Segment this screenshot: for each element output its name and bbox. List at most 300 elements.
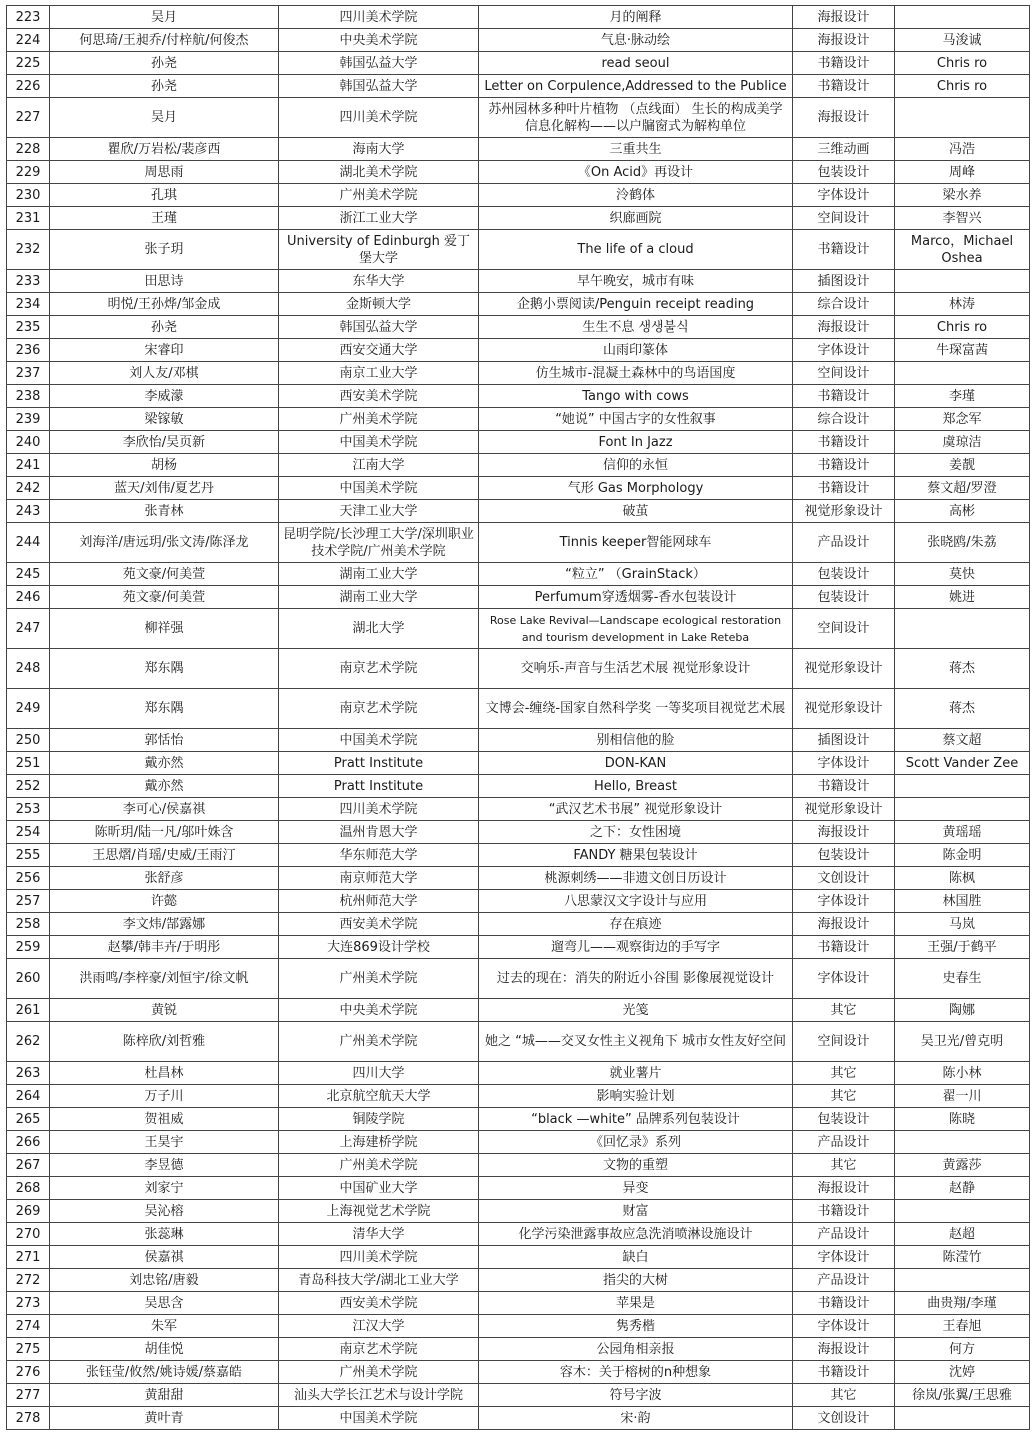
category-cell: 海报设计 [793, 913, 895, 936]
category-cell: 包装设计 [793, 563, 895, 586]
authors-cell: 何思琦/王昶乔/付梓航/何俊杰 [50, 29, 279, 52]
table-row [7, 1131, 1030, 1154]
authors-cell: 刘家宁 [50, 1177, 279, 1200]
table-row [7, 1361, 1030, 1384]
authors-cell: 张子玥 [50, 230, 279, 270]
work-title-cell: 企鹅小票阅读/Penguin receipt reading [479, 293, 793, 316]
school-cell: 中国美术学院 [279, 431, 479, 454]
school-cell: 金斯顿大学 [279, 293, 479, 316]
category-cell: 插图设计 [793, 729, 895, 752]
school-cell: 广州美术学院 [279, 1022, 479, 1062]
authors-cell: 刘忠铭/唐毅 [50, 1269, 279, 1292]
row-number: 248 [7, 649, 50, 689]
school-cell: 上海建桥学院 [279, 1131, 479, 1154]
table-row [7, 1108, 1030, 1131]
advisor-cell: 马岚 [895, 913, 1030, 936]
advisor-cell: 虞琼洁 [895, 431, 1030, 454]
table-row [7, 752, 1030, 775]
advisor-cell: 梁水养 [895, 184, 1030, 207]
school-cell: 四川美术学院 [279, 1246, 479, 1269]
category-cell: 视觉形象设计 [793, 649, 895, 689]
school-cell: 广州美术学院 [279, 184, 479, 207]
category-cell: 书籍设计 [793, 936, 895, 959]
row-number: 229 [7, 161, 50, 184]
category-cell: 书籍设计 [793, 431, 895, 454]
work-title-cell: “粒立” （GrainStack） [479, 563, 793, 586]
advisor-cell: 郑念军 [895, 408, 1030, 431]
authors-cell: 孙尧 [50, 52, 279, 75]
authors-cell: 梁镓敏 [50, 408, 279, 431]
work-title-cell: 过去的现在：消失的附近小谷围 影像展视觉设计 [479, 959, 793, 999]
row-number: 225 [7, 52, 50, 75]
school-cell: 昆明学院/长沙理工大学/深圳职业技术学院/广州美术学院 [279, 523, 479, 563]
school-cell: 江汉大学 [279, 1315, 479, 1338]
authors-cell: 黄锐 [50, 999, 279, 1022]
authors-cell: 陈昕玥/陆一凡/邬叶姝含 [50, 821, 279, 844]
table-row [7, 609, 1030, 649]
school-cell: 江南大学 [279, 454, 479, 477]
table-row [7, 293, 1030, 316]
advisor-cell [895, 1269, 1030, 1292]
authors-cell: 宋睿印 [50, 339, 279, 362]
row-number: 268 [7, 1177, 50, 1200]
advisor-cell: 李智兴 [895, 207, 1030, 230]
table-row [7, 1269, 1030, 1292]
row-number: 230 [7, 184, 50, 207]
advisor-cell: 陈小林 [895, 1062, 1030, 1085]
school-cell: 中国矿业大学 [279, 1177, 479, 1200]
work-title-cell: 就业薯片 [479, 1062, 793, 1085]
table-row [7, 523, 1030, 563]
school-cell: 西安美术学院 [279, 1292, 479, 1315]
row-number: 227 [7, 98, 50, 138]
advisor-cell: 李瑾 [895, 385, 1030, 408]
authors-cell: 李文炜/郜露娜 [50, 913, 279, 936]
authors-cell: 戴亦然 [50, 752, 279, 775]
table-row [7, 29, 1030, 52]
work-title-cell: 隽秀楷 [479, 1315, 793, 1338]
school-cell: 中国美术学院 [279, 729, 479, 752]
authors-cell: 赵攀/韩丰卉/于明彤 [50, 936, 279, 959]
row-number: 247 [7, 609, 50, 649]
advisor-cell: 赵静 [895, 1177, 1030, 1200]
category-cell: 综合设计 [793, 293, 895, 316]
awards-table [6, 5, 1030, 1430]
authors-cell: 李威濛 [50, 385, 279, 408]
row-number: 235 [7, 316, 50, 339]
table-row [7, 1315, 1030, 1338]
table-row [7, 75, 1030, 98]
school-cell: 浙江工业大学 [279, 207, 479, 230]
row-number: 246 [7, 586, 50, 609]
school-cell: 天津工业大学 [279, 500, 479, 523]
school-cell: 中央美术学院 [279, 999, 479, 1022]
school-cell: 青岛科技大学/湖北工业大学 [279, 1269, 479, 1292]
authors-cell: 王瑾 [50, 207, 279, 230]
authors-cell: 孙尧 [50, 316, 279, 339]
work-title-cell: 文博会-缠绕-国家自然科学奖 一等奖项目视觉艺术展 [479, 689, 793, 729]
table-row [7, 52, 1030, 75]
table-row [7, 500, 1030, 523]
row-number: 237 [7, 362, 50, 385]
work-title-cell: 化学污染泄露事故应急洗消喷淋设施设计 [479, 1223, 793, 1246]
category-cell: 书籍设计 [793, 775, 895, 798]
advisor-cell: 姜靓 [895, 454, 1030, 477]
table-row [7, 844, 1030, 867]
category-cell: 字体设计 [793, 959, 895, 999]
authors-cell: 明悦/王孙烨/邹金成 [50, 293, 279, 316]
authors-cell: 王思熠/肖瑶/史威/王雨汀 [50, 844, 279, 867]
row-number: 234 [7, 293, 50, 316]
row-number: 274 [7, 1315, 50, 1338]
work-title-cell: 财富 [479, 1200, 793, 1223]
work-title-cell: 缺白 [479, 1246, 793, 1269]
work-title-cell: FANDY 糖果包装设计 [479, 844, 793, 867]
category-cell: 字体设计 [793, 184, 895, 207]
work-title-cell: 符号字波 [479, 1384, 793, 1407]
advisor-cell: Scott Vander Zee [895, 752, 1030, 775]
school-cell: 四川美术学院 [279, 98, 479, 138]
authors-cell: 张青林 [50, 500, 279, 523]
advisor-cell [895, 609, 1030, 649]
table-row [7, 1246, 1030, 1269]
row-number: 267 [7, 1154, 50, 1177]
category-cell: 包装设计 [793, 161, 895, 184]
row-number: 264 [7, 1085, 50, 1108]
school-cell: 华东师范大学 [279, 844, 479, 867]
work-title-cell: read seoul [479, 52, 793, 75]
advisor-cell: 陈金明 [895, 844, 1030, 867]
work-title-cell: 光笺 [479, 999, 793, 1022]
work-title-cell: 影响实验计划 [479, 1085, 793, 1108]
school-cell: Pratt Institute [279, 752, 479, 775]
row-number: 232 [7, 230, 50, 270]
row-number: 260 [7, 959, 50, 999]
school-cell: 韩国弘益大学 [279, 316, 479, 339]
school-cell: 南京工业大学 [279, 362, 479, 385]
work-title-cell: 公园角相亲报 [479, 1338, 793, 1361]
school-cell: 北京航空航天大学 [279, 1085, 479, 1108]
school-cell: 杭州师范大学 [279, 890, 479, 913]
work-title-cell: Letter on Corpulence,Addressed to the Publice [479, 75, 793, 98]
authors-cell: 侯嘉祺 [50, 1246, 279, 1269]
work-title-cell: 三重共生 [479, 138, 793, 161]
authors-cell: 李可心/侯嘉祺 [50, 798, 279, 821]
category-cell: 视觉形象设计 [793, 798, 895, 821]
work-title-cell: “武汉艺术书展” 视觉形象设计 [479, 798, 793, 821]
authors-cell: 苑文豪/何美萱 [50, 586, 279, 609]
advisor-cell: 陶娜 [895, 999, 1030, 1022]
category-cell: 其它 [793, 1154, 895, 1177]
advisor-cell: 林国胜 [895, 890, 1030, 913]
row-number: 277 [7, 1384, 50, 1407]
authors-cell: 孔琪 [50, 184, 279, 207]
category-cell: 产品设计 [793, 1269, 895, 1292]
advisor-cell: Chris ro [895, 52, 1030, 75]
category-cell: 包装设计 [793, 586, 895, 609]
advisor-cell: 何方 [895, 1338, 1030, 1361]
authors-cell: 黄叶青 [50, 1407, 279, 1430]
advisor-cell: 翟一川 [895, 1085, 1030, 1108]
work-title-cell: 信仰的永恒 [479, 454, 793, 477]
work-title-cell: 破茧 [479, 500, 793, 523]
advisor-cell: 吴卫光/曾克明 [895, 1022, 1030, 1062]
table-row [7, 6, 1030, 29]
category-cell: 视觉形象设计 [793, 500, 895, 523]
table-row [7, 1062, 1030, 1085]
work-title-cell: “black —white” 品牌系列包装设计 [479, 1108, 793, 1131]
school-cell: 西安美术学院 [279, 385, 479, 408]
table-row [7, 161, 1030, 184]
school-cell: 清华大学 [279, 1223, 479, 1246]
advisor-cell: 黄瑶瑶 [895, 821, 1030, 844]
advisor-cell: 姚进 [895, 586, 1030, 609]
row-number: 271 [7, 1246, 50, 1269]
work-title-cell: 气形 Gas Morphology [479, 477, 793, 500]
advisor-cell [895, 1200, 1030, 1223]
school-cell: 南京艺术学院 [279, 649, 479, 689]
advisor-cell: Marco，Michael Oshea [895, 230, 1030, 270]
advisor-cell: 莫快 [895, 563, 1030, 586]
advisor-cell: Chris ro [895, 75, 1030, 98]
authors-cell: 周思雨 [50, 161, 279, 184]
school-cell: 上海视觉艺术学院 [279, 1200, 479, 1223]
work-title-cell: DON-KAN [479, 752, 793, 775]
advisor-cell [895, 270, 1030, 293]
category-cell: 书籍设计 [793, 385, 895, 408]
category-cell: 字体设计 [793, 890, 895, 913]
row-number: 278 [7, 1407, 50, 1430]
authors-cell: 吴月 [50, 6, 279, 29]
table-row [7, 1200, 1030, 1223]
authors-cell: 郭恬怡 [50, 729, 279, 752]
advisor-cell [895, 6, 1030, 29]
school-cell: 海南大学 [279, 138, 479, 161]
work-title-cell: 《On Acid》再设计 [479, 161, 793, 184]
work-title-cell: Font In Jazz [479, 431, 793, 454]
school-cell: 汕头大学长江艺术与设计学院 [279, 1384, 479, 1407]
table-row [7, 477, 1030, 500]
row-number: 275 [7, 1338, 50, 1361]
row-number: 226 [7, 75, 50, 98]
table-row [7, 316, 1030, 339]
row-number: 223 [7, 6, 50, 29]
row-number: 228 [7, 138, 50, 161]
advisor-cell [895, 362, 1030, 385]
row-number: 238 [7, 385, 50, 408]
advisor-cell: 冯浩 [895, 138, 1030, 161]
table-row [7, 999, 1030, 1022]
category-cell: 包装设计 [793, 844, 895, 867]
category-cell: 产品设计 [793, 523, 895, 563]
work-title-cell: 八思蒙汉文字设计与应用 [479, 890, 793, 913]
table-row [7, 959, 1030, 999]
work-title-cell: 生生不息 생생불식 [479, 316, 793, 339]
school-cell: 温州肯恩大学 [279, 821, 479, 844]
category-cell: 字体设计 [793, 339, 895, 362]
work-title-cell: “她说” 中国古字的女性叙事 [479, 408, 793, 431]
table-row [7, 408, 1030, 431]
work-title-cell: 早午晚安，城市有味 [479, 270, 793, 293]
category-cell: 三维动画 [793, 138, 895, 161]
work-title-cell: 气息·脉动绘 [479, 29, 793, 52]
row-number: 269 [7, 1200, 50, 1223]
authors-cell: 柳祥强 [50, 609, 279, 649]
category-cell: 空间设计 [793, 609, 895, 649]
category-cell: 文创设计 [793, 1407, 895, 1430]
awards-table-body [7, 6, 1030, 1430]
work-title-cell: 月的阐释 [479, 6, 793, 29]
row-number: 249 [7, 689, 50, 729]
school-cell: 韩国弘益大学 [279, 75, 479, 98]
row-number: 254 [7, 821, 50, 844]
work-title-cell: 《回忆录》系列 [479, 1131, 793, 1154]
table-row [7, 339, 1030, 362]
table-row [7, 936, 1030, 959]
school-cell: 东华大学 [279, 270, 479, 293]
row-number: 224 [7, 29, 50, 52]
advisor-cell: 史春生 [895, 959, 1030, 999]
category-cell: 其它 [793, 1062, 895, 1085]
category-cell: 海报设计 [793, 6, 895, 29]
work-title-cell: Tinnis keeper智能网球车 [479, 523, 793, 563]
advisor-cell: 张晓鸥/朱荔 [895, 523, 1030, 563]
school-cell: 广州美术学院 [279, 959, 479, 999]
school-cell: Pratt Institute [279, 775, 479, 798]
row-number: 258 [7, 913, 50, 936]
school-cell: 四川美术学院 [279, 798, 479, 821]
table-row [7, 1154, 1030, 1177]
category-cell: 插图设计 [793, 270, 895, 293]
authors-cell: 张钰莹/攸然/姚诗媛/蔡嘉皓 [50, 1361, 279, 1384]
row-number: 256 [7, 867, 50, 890]
row-number: 255 [7, 844, 50, 867]
work-title-cell: 遛弯儿——观察街边的手写字 [479, 936, 793, 959]
table-row [7, 798, 1030, 821]
category-cell: 海报设计 [793, 821, 895, 844]
authors-cell: 蓝天/刘伟/夏艺丹 [50, 477, 279, 500]
work-title-cell: 织廊画院 [479, 207, 793, 230]
table-row [7, 454, 1030, 477]
work-title-cell: Tango with cows [479, 385, 793, 408]
row-number: 266 [7, 1131, 50, 1154]
row-number: 270 [7, 1223, 50, 1246]
table-row [7, 362, 1030, 385]
authors-cell: 张舒彦 [50, 867, 279, 890]
category-cell: 综合设计 [793, 408, 895, 431]
table-row [7, 1223, 1030, 1246]
category-cell: 包装设计 [793, 1108, 895, 1131]
category-cell: 书籍设计 [793, 1200, 895, 1223]
work-title-cell: Perfumum穿透烟雾-香水包装设计 [479, 586, 793, 609]
work-title-cell: 泠鹤体 [479, 184, 793, 207]
table-row [7, 775, 1030, 798]
row-number: 242 [7, 477, 50, 500]
school-cell: 四川大学 [279, 1062, 479, 1085]
work-title-cell: The life of a cloud [479, 230, 793, 270]
category-cell: 书籍设计 [793, 230, 895, 270]
row-number: 272 [7, 1269, 50, 1292]
row-number: 244 [7, 523, 50, 563]
category-cell: 书籍设计 [793, 1292, 895, 1315]
table-row [7, 649, 1030, 689]
authors-cell: 郑东隅 [50, 689, 279, 729]
work-title-cell: 山雨印篆体 [479, 339, 793, 362]
authors-cell: 刘人友/邓棋 [50, 362, 279, 385]
school-cell: 西安美术学院 [279, 913, 479, 936]
table-row [7, 230, 1030, 270]
authors-cell: 王昊宇 [50, 1131, 279, 1154]
category-cell: 视觉形象设计 [793, 689, 895, 729]
category-cell: 书籍设计 [793, 477, 895, 500]
advisor-cell [895, 798, 1030, 821]
row-number: 265 [7, 1108, 50, 1131]
row-number: 236 [7, 339, 50, 362]
advisor-cell: 牛琛富茜 [895, 339, 1030, 362]
advisor-cell: 沈婷 [895, 1361, 1030, 1384]
authors-cell: 田思诗 [50, 270, 279, 293]
table-row [7, 1022, 1030, 1062]
advisor-cell: 王春旭 [895, 1315, 1030, 1338]
table-row [7, 184, 1030, 207]
authors-cell: 张蕊琳 [50, 1223, 279, 1246]
advisor-cell: 马浚诚 [895, 29, 1030, 52]
work-title-cell: 苏州园林多种叶片植物 （点线面） 生长的构成美学信息化解构——以户牖窗式为解构单位 [479, 98, 793, 138]
work-title-cell: 宋·韵 [479, 1407, 793, 1430]
authors-cell: 李昱德 [50, 1154, 279, 1177]
authors-cell: 胡佳悦 [50, 1338, 279, 1361]
table-row [7, 689, 1030, 729]
row-number: 231 [7, 207, 50, 230]
category-cell: 空间设计 [793, 362, 895, 385]
table-row [7, 98, 1030, 138]
authors-cell: 李欣怡/吴页新 [50, 431, 279, 454]
school-cell: 广州美术学院 [279, 408, 479, 431]
authors-cell: 瞿欣/万岩松/裴彦西 [50, 138, 279, 161]
row-number: 257 [7, 890, 50, 913]
table-row [7, 586, 1030, 609]
advisor-cell: 蔡文超 [895, 729, 1030, 752]
authors-cell: 朱军 [50, 1315, 279, 1338]
category-cell: 其它 [793, 999, 895, 1022]
advisor-cell: Chris ro [895, 316, 1030, 339]
work-title-cell: 异变 [479, 1177, 793, 1200]
advisor-cell: 王强/于鹤平 [895, 936, 1030, 959]
authors-cell: 吴沁榕 [50, 1200, 279, 1223]
work-title-cell: 交响乐-声音与生活艺术展 视觉形象设计 [479, 649, 793, 689]
school-cell: 湖南工业大学 [279, 563, 479, 586]
row-number: 263 [7, 1062, 50, 1085]
row-number: 250 [7, 729, 50, 752]
work-title-cell: 她之 “城——交叉女性主义视角下 城市女性友好空间 [479, 1022, 793, 1062]
advisor-cell: 陈枫 [895, 867, 1030, 890]
advisor-cell: 陈滢竹 [895, 1246, 1030, 1269]
school-cell: 韩国弘益大学 [279, 52, 479, 75]
school-cell: 大连869设计学校 [279, 936, 479, 959]
table-row [7, 385, 1030, 408]
category-cell: 文创设计 [793, 867, 895, 890]
school-cell: 湖北大学 [279, 609, 479, 649]
advisor-cell: 蒋杰 [895, 689, 1030, 729]
school-cell: 中国美术学院 [279, 477, 479, 500]
category-cell: 其它 [793, 1384, 895, 1407]
school-cell: 广州美术学院 [279, 1361, 479, 1384]
work-title-cell: 存在痕迹 [479, 913, 793, 936]
category-cell: 书籍设计 [793, 1361, 895, 1384]
advisor-cell [895, 1131, 1030, 1154]
row-number: 243 [7, 500, 50, 523]
row-number: 233 [7, 270, 50, 293]
